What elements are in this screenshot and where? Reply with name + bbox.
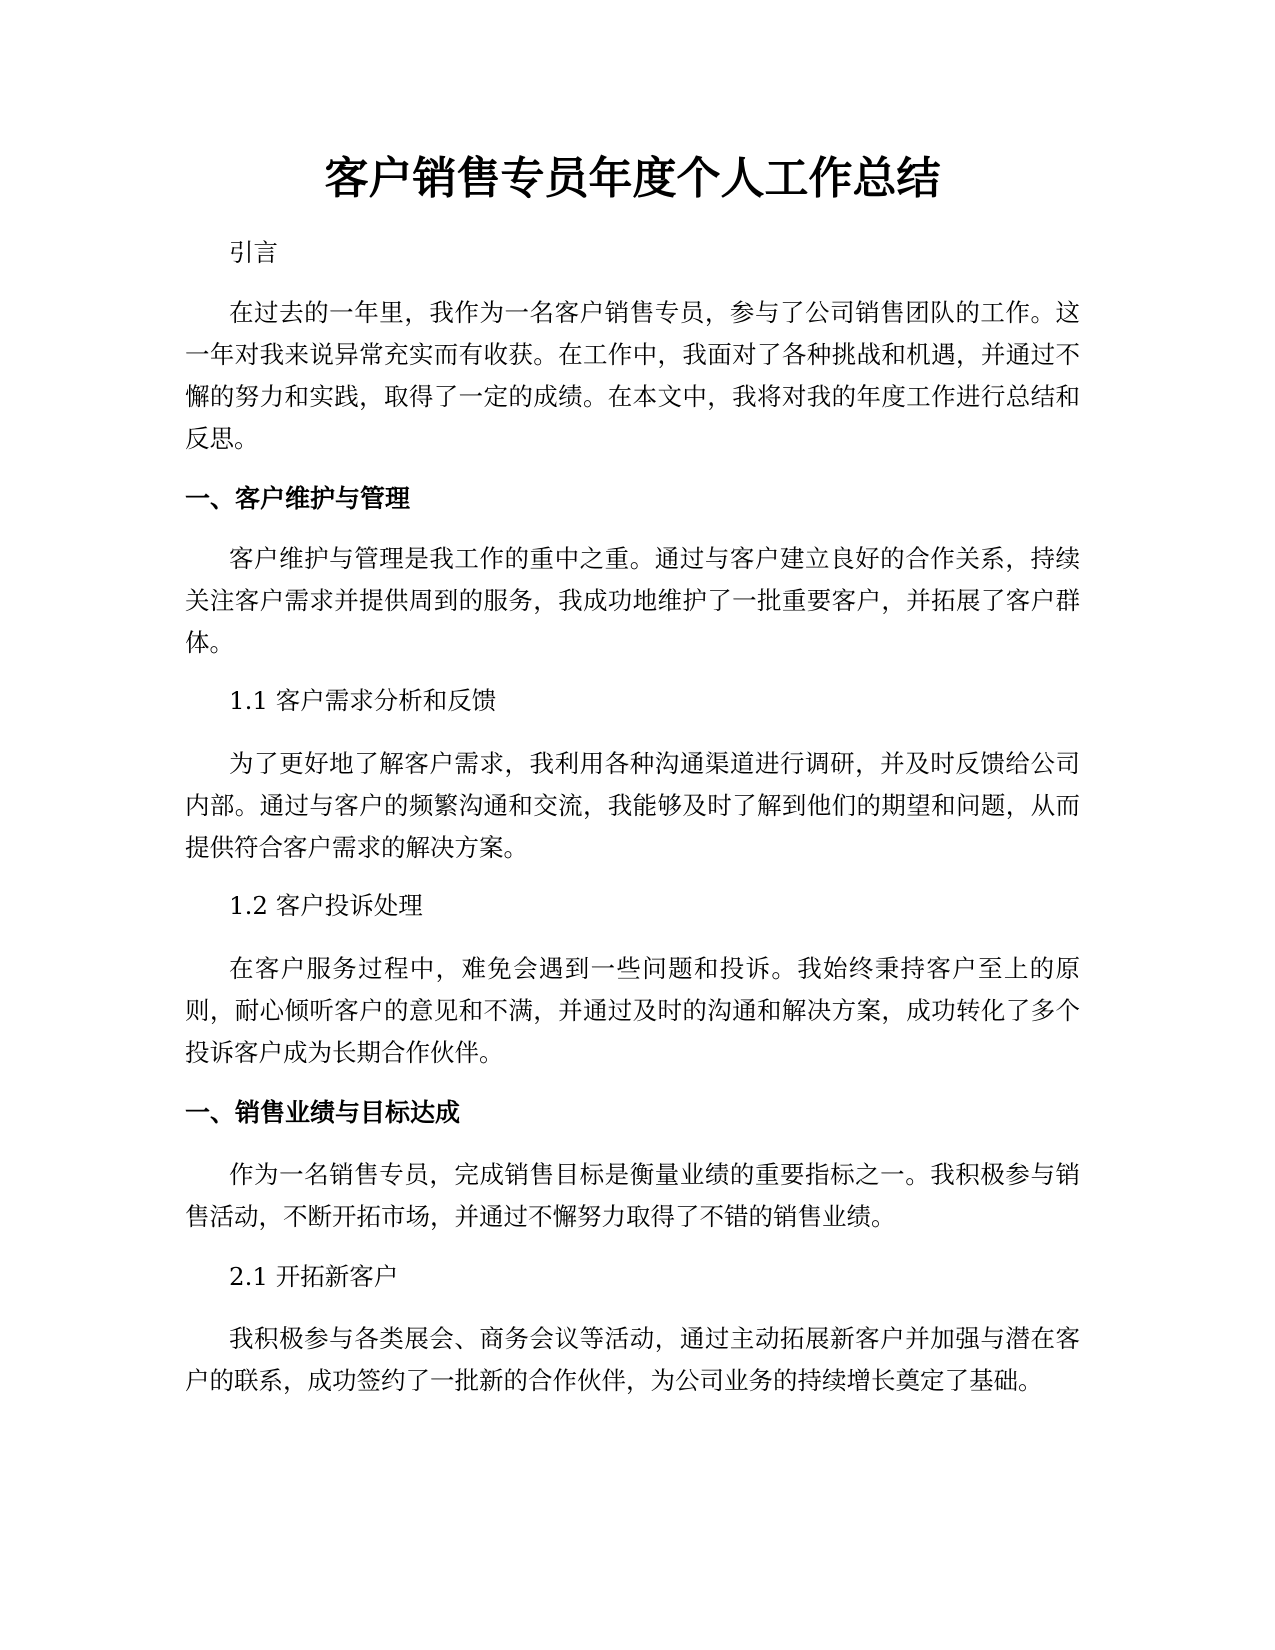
section-1-heading: 一、客户维护与管理 <box>185 484 411 513</box>
subsection-1-1-paragraph: 为了更好地了解客户需求，我利用各种沟通渠道进行调研，并及时反馈给公司内部。通过与客户的频繁沟通和交流，我能够及时了解到他们的期望和问题，从而提供符合客户需求的解决方案。 <box>185 749 1080 862</box>
subsection-1-2-heading: 1.2 客户投诉处理 <box>229 891 423 920</box>
intro-paragraph: 在过去的一年里，我作为一名客户销售专员，参与了公司销售团队的工作。这一年对我来说异常充实而有收获。在工作中，我面对了各种挑战和机遇，并通过不懈的努力和实践，取得了一定的成绩。在本文中，我将对我的年度工作进行总结和反思。 <box>185 298 1080 453</box>
section-2-paragraph: 作为一名销售专员，完成销售目标是衡量业绩的重要指标之一。我积极参与销售活动，不断开拓市场，并通过不懈努力取得了不错的销售业绩。 <box>185 1160 1080 1231</box>
document-title: 客户销售专员年度个人工作总结 <box>324 153 941 204</box>
section-2-heading: 一、销售业绩与目标达成 <box>185 1098 461 1127</box>
section-1-paragraph: 客户维护与管理是我工作的重中之重。通过与客户建立良好的合作关系，持续关注客户需求并提供周到的服务，我成功地维护了一批重要客户，并拓展了客户群体。 <box>185 544 1080 657</box>
intro-label: 引言 <box>229 238 278 267</box>
subsection-2-1-heading: 2.1 开拓新客户 <box>229 1262 399 1291</box>
subsection-1-2-paragraph: 在客户服务过程中，难免会遇到一些问题和投诉。我始终秉持客户至上的原则，耐心倾听客户的意见和不满，并通过及时的沟通和解决方案，成功转化了多个投诉客户成为长期合作伙伴。 <box>185 954 1080 1067</box>
subsection-2-1-paragraph: 我积极参与各类展会、商务会议等活动，通过主动拓展新客户并加强与潜在客户的联系，成功签约了一批新的合作伙伴，为公司业务的持续增长奠定了基础。 <box>185 1324 1080 1395</box>
subsection-1-1-heading: 1.1 客户需求分析和反馈 <box>229 686 497 715</box>
